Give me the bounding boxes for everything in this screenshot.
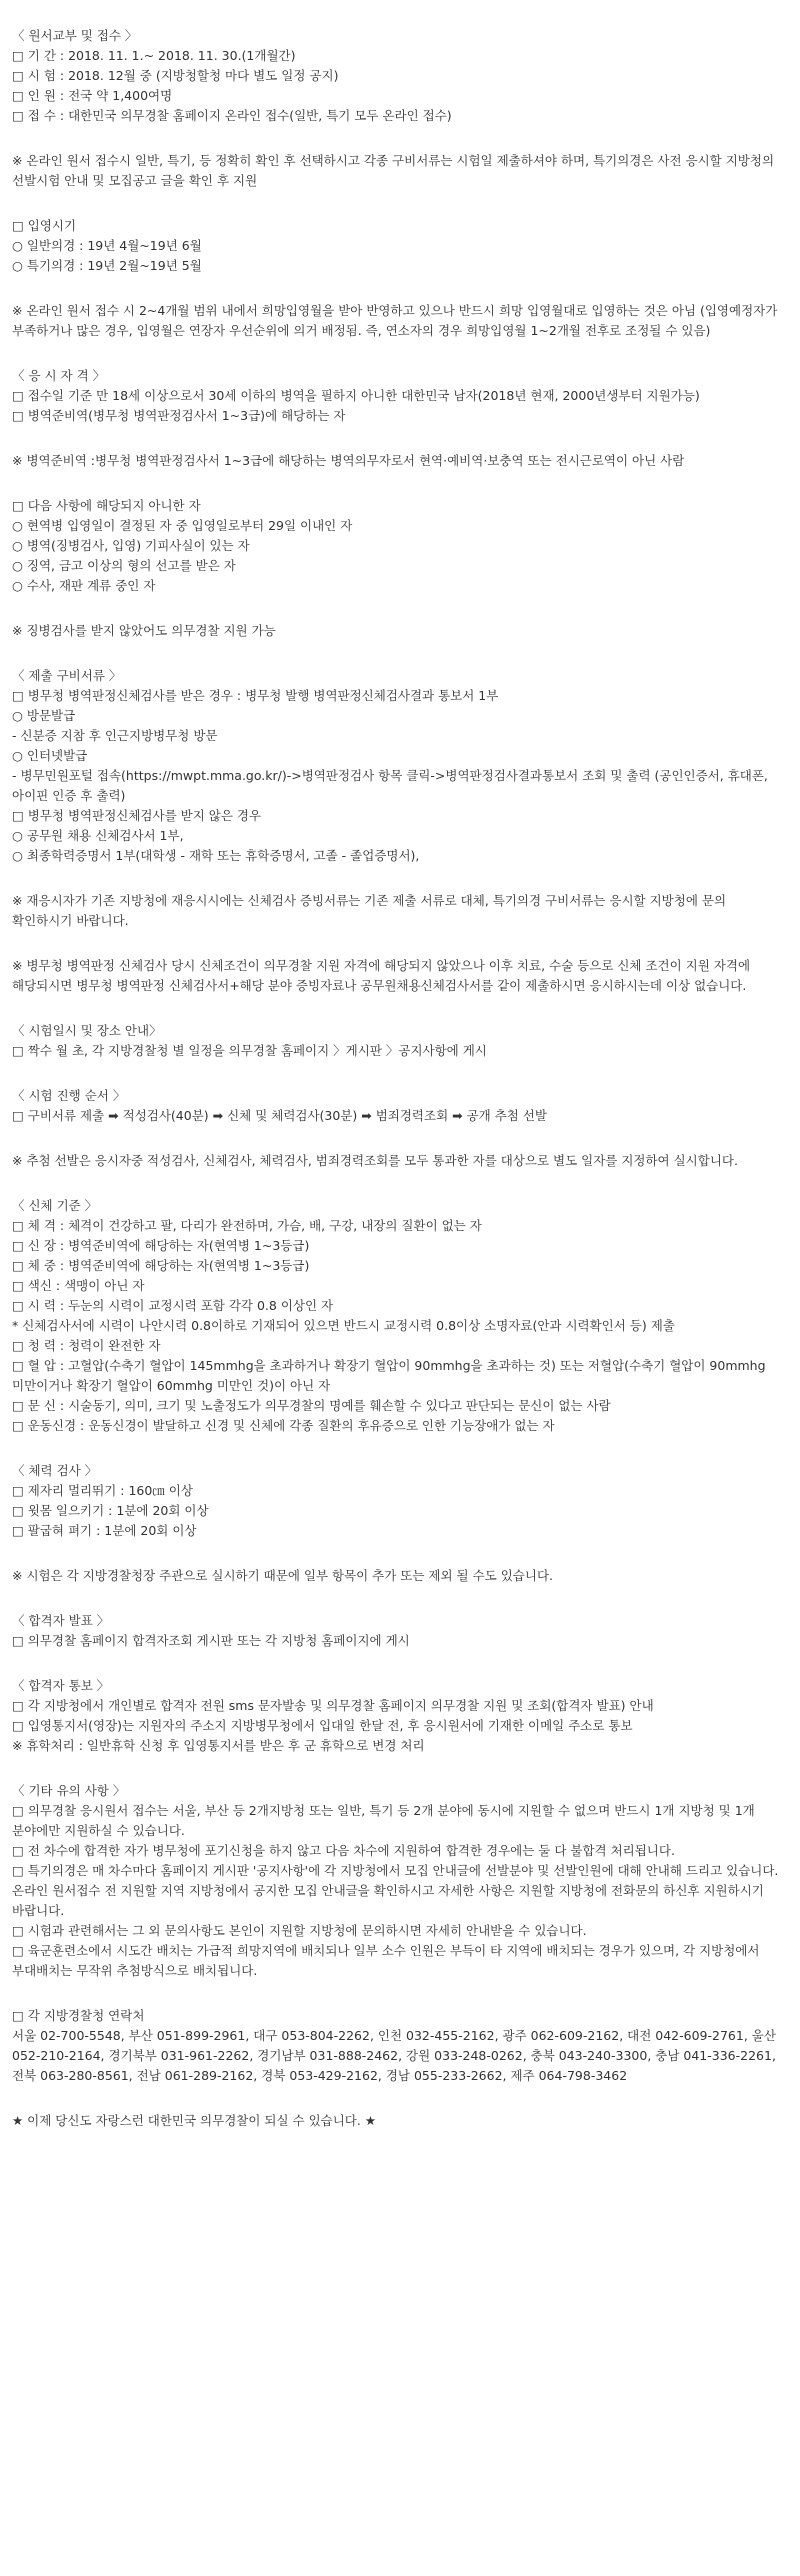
notice-section: [12, 956, 790, 996]
notice-section: [12, 366, 790, 426]
notice-line: ※ 시험은 각 지방경찰청장 주관으로 실시하기 때문에 일부 항목이 추가 또는 제외 될 수도 있습니다.: [12, 1568, 554, 1583]
notice-line: 〈 시험일시 및 장소 안내〉: [12, 1023, 162, 1038]
notice-line: □ 접 수 : 대한민국 의무경찰 홈페이지 온라인 접수(일반, 특기 모두 온라인 접수): [12, 108, 452, 123]
notice-line: □ 입영시기: [12, 218, 77, 233]
notice-section: [12, 451, 790, 471]
notice-line: □ 의무경찰 응시원서 접수는 서울, 부산 등 2개지방청 또는 일반, 특기 등 2개 분야에 동시에 지원할 수 없으며 반드시 1개 지방청 및 1개 분야에만 지원하실 수 있습니다.: [12, 1803, 755, 1838]
notice-line: □ 입영통지서(영장)는 지원자의 주소지 지방병무청에서 입대일 한달 전, 후 응시원서에 기재한 이메일 주소로 통보: [12, 1718, 633, 1733]
notice-line: ※ 징병검사를 받지 않았어도 의무경찰 지원 가능: [12, 623, 276, 638]
notice-line: ○ 병역(징병검사, 입영) 기피사실이 있는 자: [12, 538, 250, 553]
notice-line: ○ 인터넷발급: [12, 748, 88, 763]
notice-line: □ 색신 : 색맹이 아닌 자: [12, 1278, 145, 1293]
notice-line: □ 혈 압 : 고혈압(수축기 혈압이 145mmhg을 초과하거나 확장기 혈압이 90mmhg을 초과하는 것) 또는 저혈압(수축기 혈압이 90mmhg 미만이거나 확장기 혈압이 60mmhg 미만인 것)이 아닌 자: [12, 1358, 766, 1393]
notice-line: □ 육군훈련소에서 시도간 배치는 가급적 희망지역에 배치되나 일부 소수 인원은 부득이 타 지역에 배치되는 경우가 있으며, 각 지방청에서 부대배치는 무작위 추첨방식으로 배치됩니다.: [12, 1943, 760, 1978]
notice-line: ※ 온라인 원서 접수시 일반, 특기, 등 정확히 확인 후 선택하시고 각종 구비서류는 시험일 제출하셔야 하며, 특기의경은 사전 응시할 지방청의 선발시험 안내 및 모집공고 글을 확인 후 지원: [12, 153, 775, 188]
notice-section: [12, 1021, 790, 1061]
notice-section: [12, 1781, 790, 1981]
notice-line: ○ 현역병 입영일이 결정된 자 중 입영일로부터 29일 이내인 자: [12, 518, 353, 533]
notice-section: [12, 26, 790, 126]
notice-line: 〈 합격자 발표 〉: [12, 1613, 110, 1628]
notice-line: 〈 기타 유의 사항 〉: [12, 1783, 126, 1798]
notice-line: 〈 제출 구비서류 〉: [12, 668, 122, 683]
notice-line: 〈 시험 진행 순서 〉: [12, 1088, 126, 1103]
notice-section: [12, 1086, 790, 1126]
notice-line: ★ 이제 당신도 자랑스런 대한민국 의무경찰이 되실 수 있습니다. ★: [12, 2113, 377, 2128]
notice-line: 〈 응 시 자 격 〉: [12, 368, 106, 383]
notice-line: ※ 휴학처리 : 일반휴학 신청 후 입영통지서를 받은 후 군 휴학으로 변경 처리: [12, 1738, 425, 1753]
notice-line: 서울 02-700-5548, 부산 051-899-2961, 대구 053-804-2262, 인천 032-455-2162, 광주 062-609-2162, 대전 042-609-2761, 울산 052-210-2164, 경기북부 031-961-2262, 경기남부 031-888-2462, 강원 033-248-0262, 충북 043-240-3300, 충남 041-336-2261, 전북 063-280-8561, 전남 061-289-2162, 경북 053-429-2162, 경남 055-233-2662, 제주 064-798-3462: [12, 2028, 776, 2083]
notice-line: ※ 재응시자가 기존 지방청에 재응시시에는 신체검사 증빙서류는 기존 제출 서류로 대체, 특기의경 구비서류는 응시할 지방청에 문의 확인하시기 바랍니다.: [12, 893, 727, 928]
notice-line: * 신체검사서에 시력이 나안시력 0.8이하로 기재되어 있으면 반드시 교정시력 0.8이상 소명자료(안과 시력확인서 등) 제출: [12, 1318, 675, 1333]
notice-line: - 신분증 지참 후 인근지방병무청 방문: [12, 728, 218, 743]
notice-line: □ 짝수 월 초, 각 지방경찰청 별 일정을 의무경찰 홈페이지 〉게시판 〉공지사항에 게시: [12, 1043, 487, 1058]
notice-line: ○ 공무원 채용 신체검사서 1부,: [12, 828, 184, 843]
notice-section: [12, 301, 790, 341]
notice-section: [12, 2111, 790, 2131]
notice-section: [12, 2006, 790, 2086]
notice-section: [12, 1611, 790, 1651]
notice-line: ○ 최종학력증명서 1부(대학생 - 재학 또는 휴학증명서, 고졸 - 졸업증명서),: [12, 848, 420, 863]
notice-section: [12, 216, 790, 276]
notice-section: [12, 1676, 790, 1756]
notice-line: ※ 추첨 선발은 응시자중 적성검사, 신체검사, 체력검사, 범죄경력조회를 모두 통과한 자를 대상으로 별도 일자를 지정하여 실시합니다.: [12, 1153, 738, 1168]
notice-line: □ 제자리 멀리뛰기 : 160㎝ 이상: [12, 1483, 193, 1498]
notice-line: □ 병역준비역(병무청 병역판정검사서 1~3급)에 해당하는 자: [12, 408, 346, 423]
notice-section: [12, 1461, 790, 1541]
notice-line: ※ 병역준비역 :병무청 병역판정검사서 1~3급에 해당하는 병역의무자로서 현역·예비역·보충역 또는 전시근로역이 아닌 사람: [12, 453, 685, 468]
notice-line: □ 팔굽혀 펴기 : 1분에 20회 이상: [12, 1523, 197, 1538]
notice-line: □ 체 격 : 체격이 건강하고 팔, 다리가 완전하며, 가슴, 배, 구강, 내장의 질환이 없는 자: [12, 1218, 482, 1233]
notice-line: 〈 합격자 통보 〉: [12, 1678, 110, 1693]
notice-line: ○ 수사, 재판 계류 중인 자: [12, 578, 156, 593]
notice-line: □ 신 장 : 병역준비역에 해당하는 자(현역병 1~3등급): [12, 1238, 310, 1253]
notice-line: □ 각 지방청에서 개인별로 합격자 전원 sms 문자발송 및 의무경찰 홈페이지 의무경찰 지원 및 조회(합격자 발표) 안내: [12, 1698, 654, 1713]
notice-line: 〈 체력 검사 〉: [12, 1463, 98, 1478]
notice-line: □ 다음 사항에 해당되지 아니한 자: [12, 498, 201, 513]
notice-line: ※ 병무청 병역판정 신체검사 당시 신체조건이 의무경찰 지원 자격에 해당되지 않았으나 이후 치료, 수술 등으로 신체 조건이 지원 자격에 해당되시면 병무청 병역판정 신체검사서+해당 분야 증빙자료나 공무원채용신체검사서를 같이 제출하시면 응시하시는데 이상 없습니다.: [12, 958, 751, 993]
notice-line: ※ 온라인 원서 접수 시 2~4개월 범위 내에서 희망입영월을 받아 반영하고 있으나 반드시 희망 입영월대로 입영하는 것은 아님 (입영예정자가 부족하거나 많은 경우, 입영월은 연장자 우선순위에 의거 배정됨. 즉, 연소자의 경우 희망입영월 1~2개월 전후로 조정될 수 있음): [12, 303, 778, 338]
notice-line: - 병무민원포털 접속(https://mwpt.mma.go.kr/)->병역판정검사 항목 클릭->병역판정검사결과통보서 조회 및 출력 (공인인증서, 휴대폰, 아이핀 인증 후 출력): [12, 768, 768, 803]
notice-line: 〈 신체 기준 〉: [12, 1198, 98, 1213]
notice-line: □ 특기의경은 매 차수마다 홈페이지 게시판 '공지사항'에 각 지방청에서 모집 안내글에 선발분야 및 선발인원에 대해 안내해 드리고 있습니다. 온라인 원서접수 전 지원할 지역 지방청에서 공지한 모집 안내글을 확인하시고 자세한 사항은 지원할 지방청에 전화문의 하신후 지원하시기 바랍니다.: [12, 1863, 779, 1918]
notice-line: □ 각 지방경찰청 연락처: [12, 2008, 145, 2023]
notice-line: □ 구비서류 제출 ➡ 적성검사(40분) ➡ 신체 및 체력검사(30분) ➡ 범죄경력조회 ➡ 공개 추첨 선발: [12, 1108, 547, 1123]
notice-line: □ 병무청 병역판정신체검사를 받은 경우 : 병무청 발행 병역판정신체검사결과 통보서 1부: [12, 688, 499, 703]
notice-line: □ 의무경찰 홈페이지 합격자조회 게시판 또는 각 지방청 홈페이지에 게시: [12, 1633, 410, 1648]
notice-section: [12, 666, 790, 866]
notice-line: □ 운동신경 : 운동신경이 발달하고 신경 및 신체에 각종 질환의 후유증으로 인한 기능장애가 없는 자: [12, 1418, 555, 1433]
notice-line: □ 윗몸 일으키기 : 1분에 20회 이상: [12, 1503, 209, 1518]
notice-line: □ 병무청 병역판정신체검사를 받지 않은 경우: [12, 808, 262, 823]
notice-line: □ 인 원 : 전국 약 1,400여명: [12, 88, 173, 103]
notice-section: [12, 1151, 790, 1171]
notice-section: [12, 1196, 790, 1436]
notice-section: [12, 891, 790, 931]
notice-line: ○ 일반의경 : 19년 4월~19년 6월: [12, 238, 202, 253]
notice-section: [12, 1566, 790, 1586]
notice-line: □ 시 력 : 두눈의 시력이 교정시력 포함 각각 0.8 이상인 자: [12, 1298, 334, 1313]
notice-line: ○ 특기의경 : 19년 2월~19년 5월: [12, 258, 202, 273]
notice-section: [12, 151, 790, 191]
notice-section: [12, 621, 790, 641]
notice-line: □ 접수일 기준 만 18세 이상으로서 30세 이하의 병역을 필하지 아니한 대한민국 남자(2018년 현재, 2000년생부터 지원가능): [12, 388, 700, 403]
notice-line: □ 문 신 : 시술동기, 의미, 크기 및 노출정도가 의무경찰의 명예를 훼손할 수 있다고 판단되는 문신이 없는 사람: [12, 1398, 611, 1413]
notice-line: ○ 징역, 금고 이상의 형의 선고를 받은 자: [12, 558, 236, 573]
notice-section: [12, 496, 790, 596]
notice-line: 〈 원서교부 및 접수 〉: [12, 28, 138, 43]
notice-line: ○ 방문발급: [12, 708, 76, 723]
notice-line: □ 시 험 : 2018. 12월 중 (지방청할청 마다 별도 일정 공지): [12, 68, 339, 83]
notice-line: □ 전 차수에 합격한 자가 병무청에 포기신청을 하지 않고 다음 차수에 지원하여 합격한 경우에는 둘 다 불합격 처리됩니다.: [12, 1843, 675, 1858]
notice-line: □ 체 중 : 병역준비역에 해당하는 자(현역병 1~3등급): [12, 1258, 310, 1273]
notice-line: □ 시험과 관련해서는 그 외 문의사항도 본인이 지원할 지방청에 문의하시면 자세히 안내받을 수 있습니다.: [12, 1923, 587, 1938]
notice-line: □ 기 간 : 2018. 11. 1.~ 2018. 11. 30.(1개월간): [12, 48, 296, 63]
notice-line: □ 청 력 : 청력이 완전한 자: [12, 1338, 161, 1353]
